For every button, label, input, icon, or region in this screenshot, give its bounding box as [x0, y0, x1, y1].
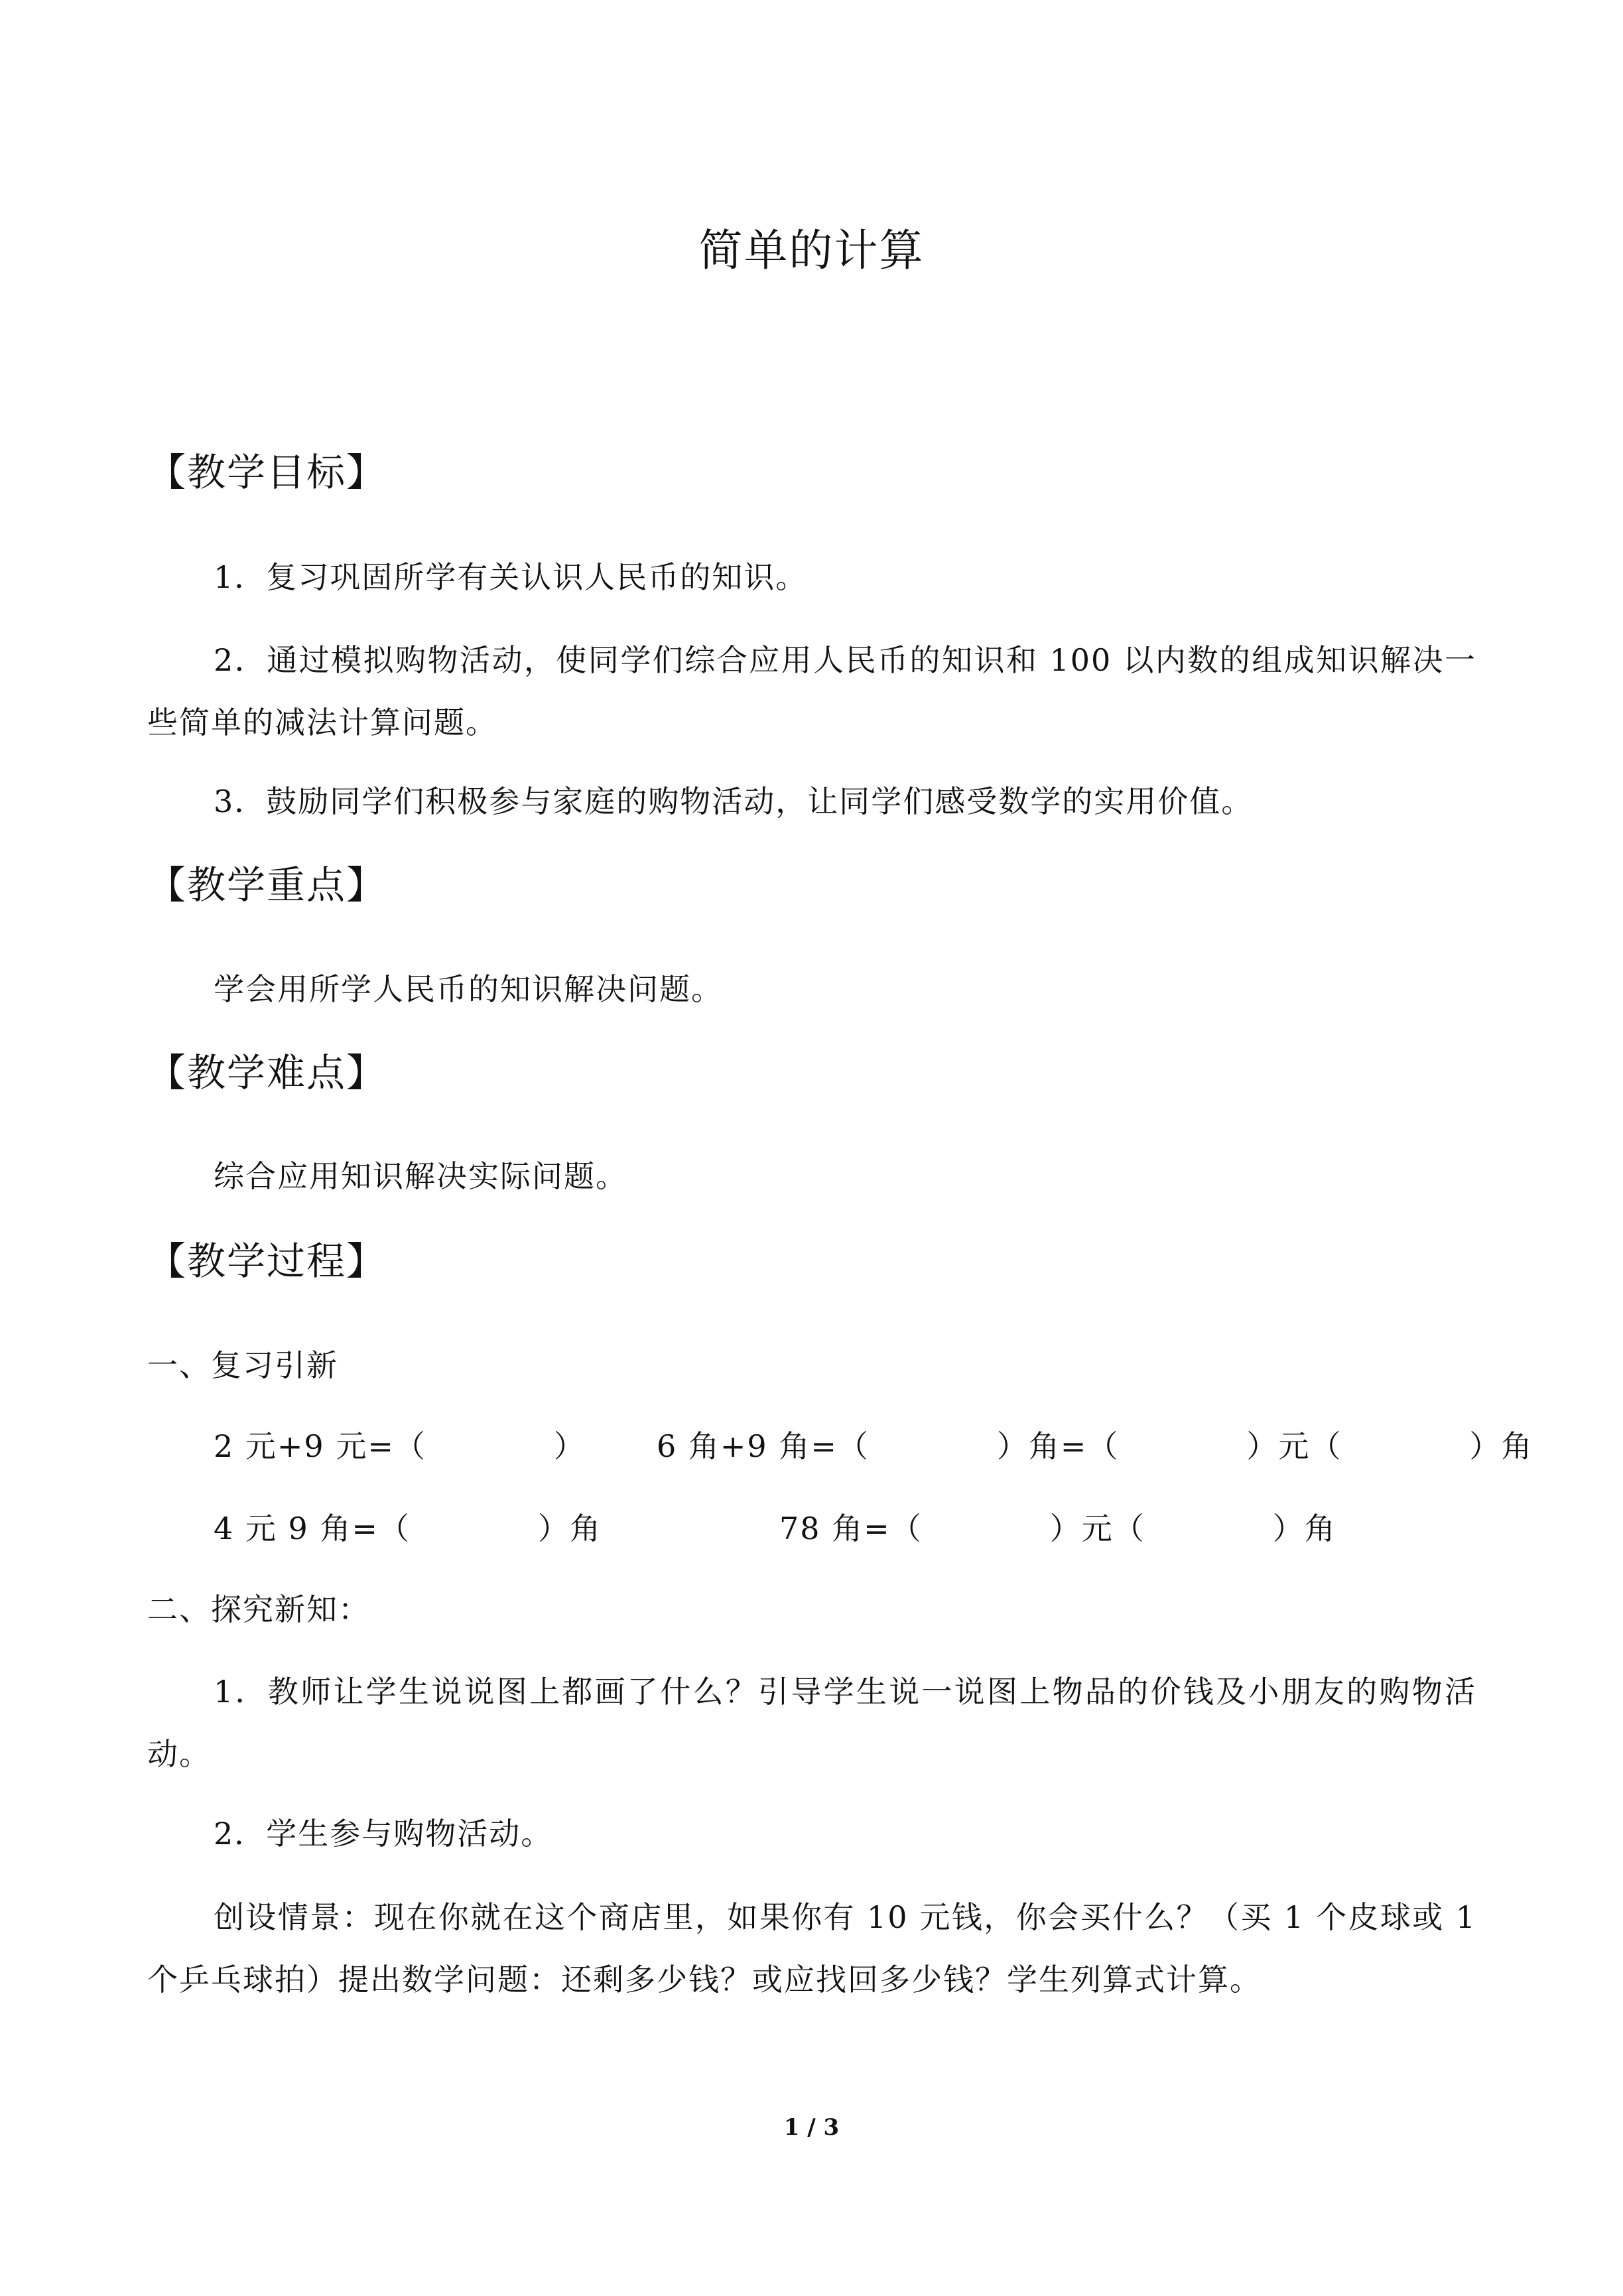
difficulty-text: 综合应用知识解决实际问题。: [214, 1158, 627, 1194]
objective-2-line-2: 些简单的减法计算问题。: [147, 705, 497, 740]
step-1: [147, 1660, 1476, 1785]
exercise-2a: 4 元 9 角=（ ）角: [214, 1511, 602, 1546]
part-2-title: 二、探究新知：: [147, 1591, 370, 1627]
objectives-heading: 【教学目标】: [147, 450, 387, 495]
key-points-heading: 【教学重点】: [147, 862, 387, 908]
document-title: 简单的计算: [698, 225, 925, 276]
objective-3: 3．鼓励同学们积极参与家庭的购物活动，让同学们感受数学的实用价值。: [214, 783, 1254, 819]
scenario-line-2: 个乒乓球拍）提出数学问题：还剩多少钱？或应找回多少钱？学生列算式计算。: [147, 1962, 1262, 1997]
page-number: 1 / 3: [783, 2114, 840, 2141]
step-1-line-2: 动。: [147, 1736, 211, 1772]
objective-2-line-1: 2．通过模拟购物活动，使同学们综合应用人民币的知识和 100 以内数的组成知识解决一: [214, 642, 1476, 678]
exercise-1a: 2 元+9 元=（ ）: [214, 1428, 586, 1464]
exercise-1b: 6 角+9 角=（ ）角=（ ）元（ ）角: [657, 1428, 1533, 1464]
step-2: 2．学生参与购物活动。: [214, 1816, 553, 1852]
objective-2: [147, 629, 1476, 754]
scenario-line-1: 创设情景：现在你就在这个商店里，如果你有 10 元钱，你会买什么？（买 1 个皮球或 1: [214, 1899, 1476, 1935]
scenario-paragraph: [147, 1886, 1476, 2011]
step-1-line-1: 1．教师让学生说说图上都画了什么？引导学生说一说图上物品的价钱及小朋友的购物活: [214, 1674, 1476, 1710]
process-heading: 【教学过程】: [147, 1239, 387, 1284]
exercise-2b: 78 角=（ ）元（ ）角: [779, 1511, 1336, 1546]
difficulty-heading: 【教学难点】: [147, 1050, 387, 1095]
key-points-text: 学会用所学人民币的知识解决问题。: [214, 971, 723, 1007]
part-1-title: 一、复习引新: [147, 1347, 338, 1383]
objective-1: 1．复习巩固所学有关认识人民币的知识。: [214, 559, 808, 595]
